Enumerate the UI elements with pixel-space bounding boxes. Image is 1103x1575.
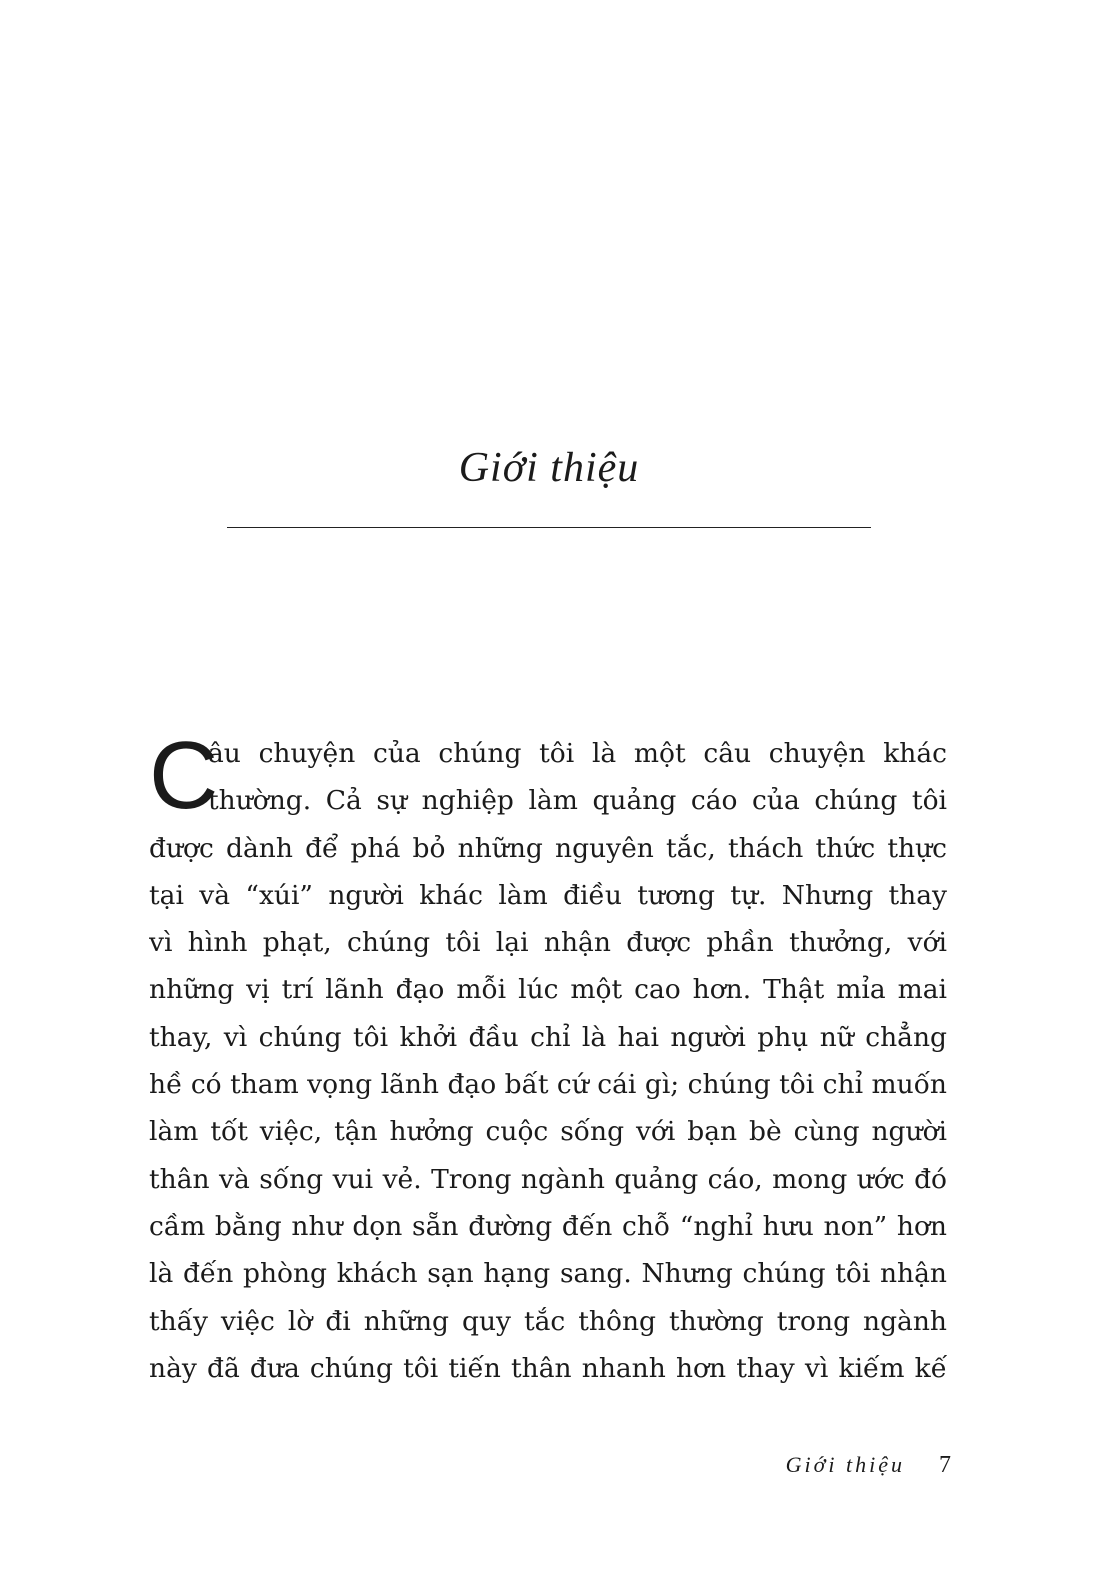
text-line: làm tốt việc, tận hưởng cuộc sống với bạn bè cùng người [149, 1116, 947, 1148]
page-number: 7 [939, 1452, 951, 1478]
title-divider [227, 527, 871, 528]
dropcap-letter: C [149, 722, 219, 829]
text-line: hề có tham vọng lãnh đạo bất cứ cái gì; chúng tôi chỉ muốn [149, 1069, 947, 1101]
text-line: là đến phòng khách sạn hạng sang. Nhưng chúng tôi nhận [149, 1258, 947, 1290]
text-line: vì hình phạt, chúng tôi lại nhận được phần thưởng, với [149, 927, 947, 959]
text-line: cầm bằng như dọn sẵn đường đến chỗ “nghỉ hưu non” hơn [149, 1210, 947, 1242]
text-line: thay, vì chúng tôi khởi đầu chỉ là hai người phụ nữ chẳng [149, 1021, 947, 1053]
text-line: thấy việc lờ đi những quy tắc thông thường trong ngành [149, 1305, 947, 1337]
text-line: tại và “xúi” người khác làm điều tương tự. Nhưng thay [149, 879, 947, 911]
text-line: thường. Cả sự nghiệp làm quảng cáo của chúng tôi [208, 785, 947, 817]
text-line: được dành để phá bỏ những nguyên tắc, thách thức thực [149, 832, 947, 864]
text-line: âu chuyện của chúng tôi là một câu chuyện khác [208, 738, 947, 769]
text-line: này đã đưa chúng tôi tiến thân nhanh hơn thay vì kiếm kế [149, 1352, 947, 1384]
text-line: thân và sống vui vẻ. Trong ngành quảng cáo, mong ước đó [149, 1163, 947, 1195]
page-footer [786, 1452, 951, 1488]
text-line: những vị trí lãnh đạo mỗi lúc một cao hơn. Thật mỉa mai [149, 974, 947, 1006]
body-text [149, 722, 947, 1392]
chapter-title: Giới thiệu [458, 445, 640, 491]
running-head: Giới thiệu [785, 1452, 905, 1477]
